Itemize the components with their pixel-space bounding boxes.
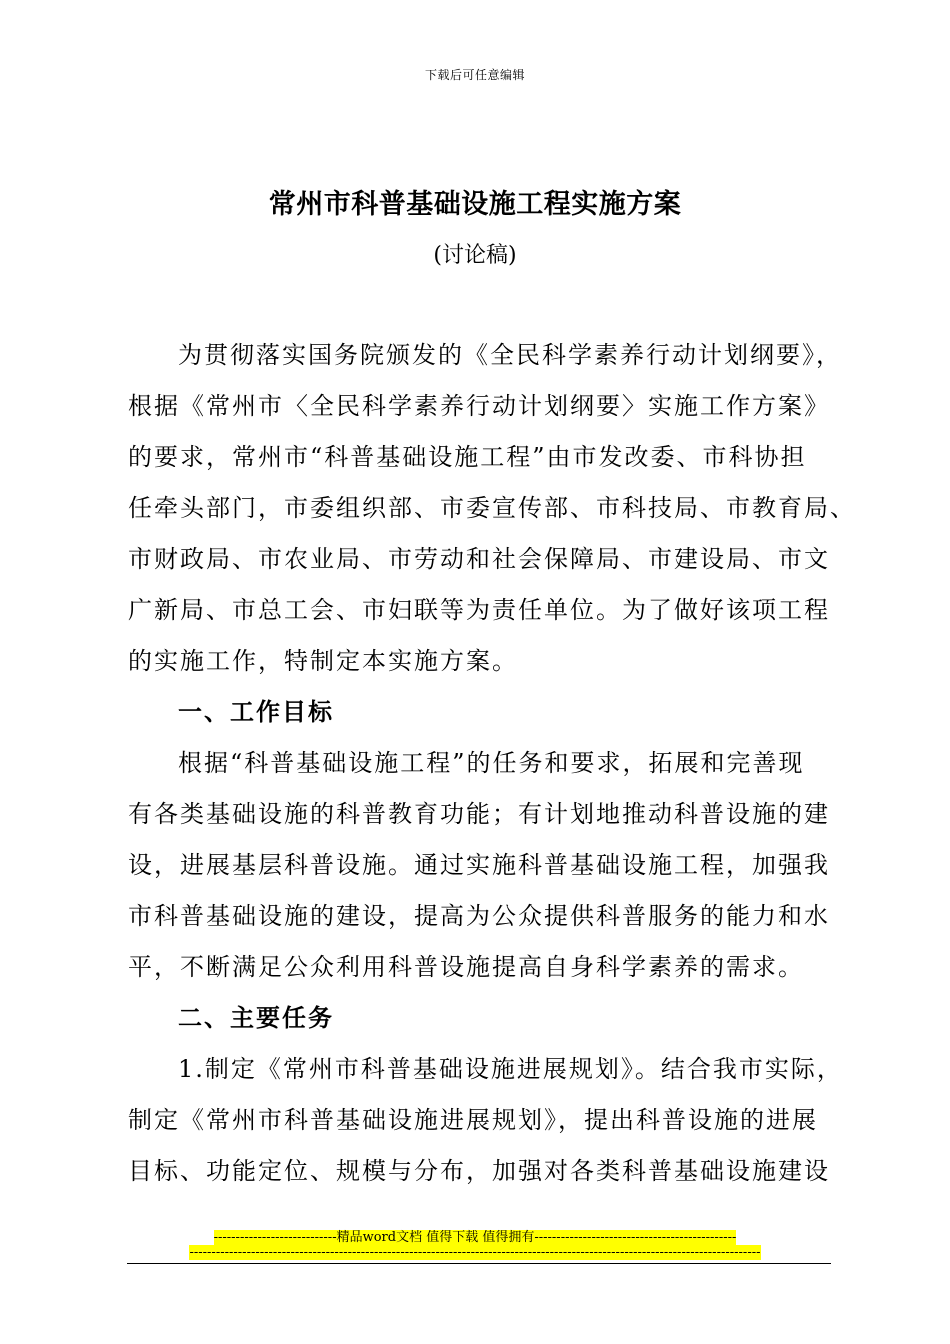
paragraph-line: 广新局、市总工会、市妇联等为责任单位。为了做好该项工程 — [128, 596, 830, 624]
section-heading: 一、工作目标 — [178, 698, 334, 726]
section-heading: 二、主要任务 — [178, 1004, 334, 1032]
paragraph-line: 制定《常州市科普基础设施进展规划》，提出科普设施的进展 — [128, 1106, 818, 1134]
paragraph-line: 的要求，常州市“科普基础设施工程”由市发改委、市科协担 — [128, 443, 807, 471]
paragraph-line: 任牵头部门，市委组织部、市委宣传部、市科技局、市教育局、 — [128, 494, 856, 522]
footer-banner — [0, 1245, 950, 1260]
paragraph-line: 根据“科普基础设施工程”的任务和要求，拓展和完善现 — [178, 749, 805, 777]
paragraph-line: 目标、功能定位、规模与分布，加强对各类科普基础设施建设 — [128, 1157, 830, 1185]
document-body — [128, 330, 856, 1197]
paragraph-line: 市科普基础设施的建设，提高为公众提供科普服务的能力和水 — [128, 902, 830, 930]
paragraph-line: 有各类基础设施的科普教育功能；有计划地推动科普设施的建 — [128, 800, 830, 828]
paragraph-line: 平，不断满足公众利用科普设施提高自身科学素养的需求。 — [128, 953, 804, 981]
document-title: 常州市科普基础设施工程实施方案 — [268, 189, 682, 220]
paragraph-line: 市财政局、市农业局、市劳动和社会保障局、市建设局、市文 — [128, 545, 830, 573]
footer-rule — [127, 1263, 831, 1264]
document-subtitle: (讨论稿) — [433, 243, 517, 268]
paragraph-line: 根据《常州市〈全民科学素养行动计划纲要〉实施工作方案》 — [128, 392, 830, 420]
footer-banner-line: ----------------------------精品word文档 值得下载 值得拥有---------------------------------------------- — [213, 1230, 737, 1245]
paragraph-line: 1.制定《常州市科普基础设施进展规划》。结合我市实际， — [178, 1055, 843, 1083]
paragraph-line: 为贯彻落实国务院颁发的《全民科学素养行动计划纲要》， — [178, 341, 842, 369]
paragraph-line: 设，进展基层科普设施。通过实施科普基础设施工程，加强我 — [128, 851, 830, 879]
paragraph-line: 的实施工作，特制定本实施方案。 — [128, 647, 518, 675]
footer-banner-line: ---------------------------------------------------------------------------------------------------------------------------------- — [189, 1245, 761, 1260]
footer-banner — [0, 1230, 950, 1245]
header-note: 下载后可任意编辑 — [424, 68, 525, 82]
